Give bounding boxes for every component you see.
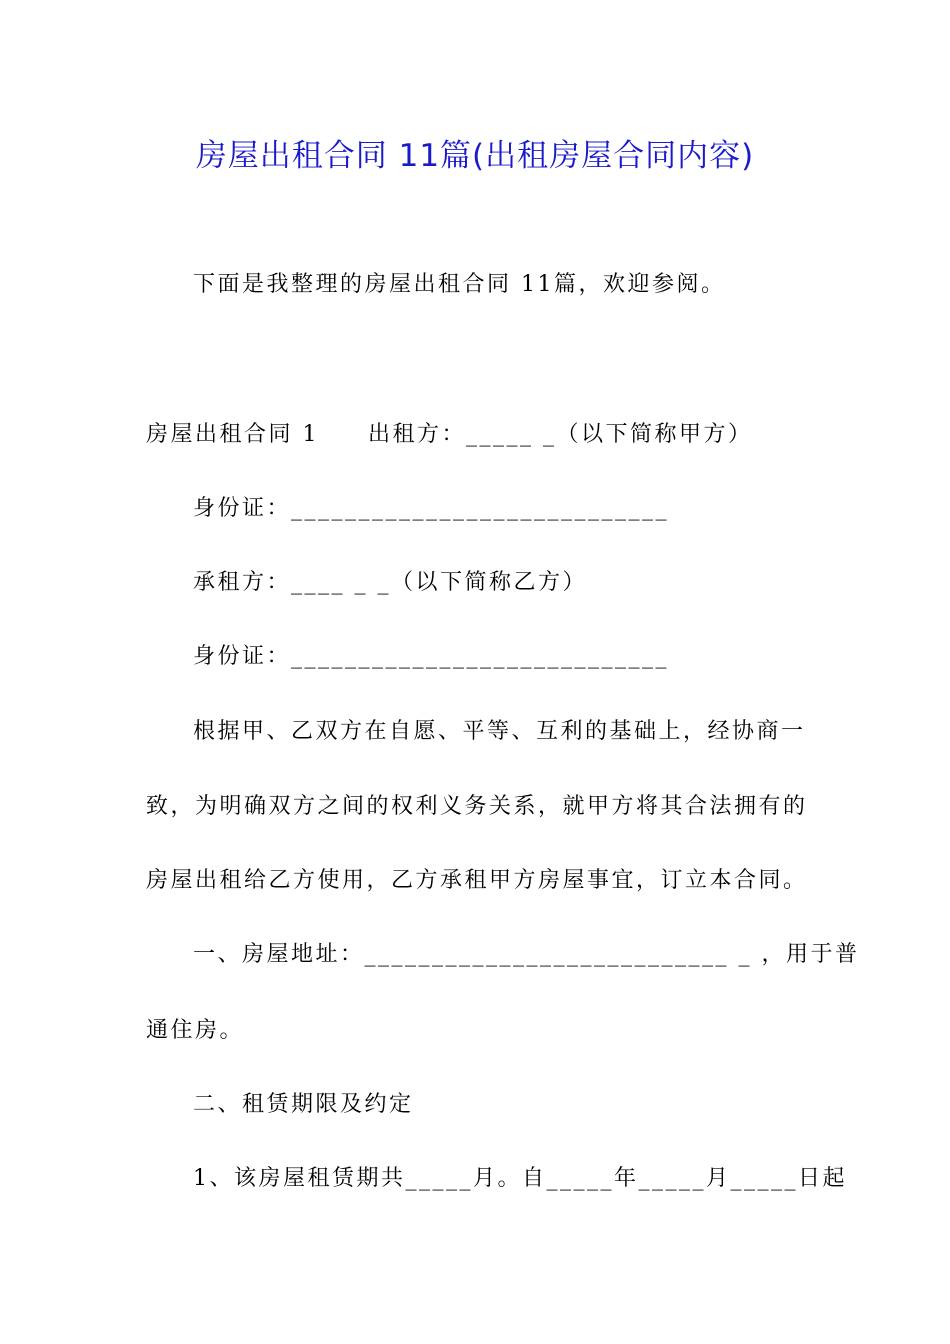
section-heading: 二、租赁期限及约定 — [193, 1092, 414, 1117]
address-clause-line: 通住房。 — [146, 1018, 245, 1043]
body-paragraph-line: 致，为明确双方之间的权利义务关系，就甲方将其合法拥有的 — [146, 794, 808, 819]
lessee-line: 承租方：____ _ _（以下简称乙方） — [193, 570, 587, 595]
lessor-id-line: 身份证：____________________________ — [193, 496, 670, 521]
contract-heading-line: 房屋出租合同 1 出租方：_____ _（以下简称甲方） — [146, 422, 753, 447]
body-paragraph-line: 房屋出租给乙方使用，乙方承租甲方房屋事宜，订立本合同。 — [146, 868, 808, 893]
address-clause-line: 一、房屋地址：___________________________ _ ，用于普 — [193, 942, 860, 967]
document-title: 房屋出租合同 11篇(出租房屋合同内容) — [195, 138, 755, 174]
lessee-id-line: 身份证：____________________________ — [193, 644, 670, 669]
intro-paragraph: 下面是我整理的房屋出租合同 11篇，欢迎参阅。 — [193, 272, 726, 297]
body-paragraph-line: 根据甲、乙双方在自愿、平等、互利的基础上，经协商一 — [193, 719, 806, 744]
lease-term-line: 1、该房屋租赁期共_____月。自_____年_____月_____日起 — [193, 1166, 847, 1191]
